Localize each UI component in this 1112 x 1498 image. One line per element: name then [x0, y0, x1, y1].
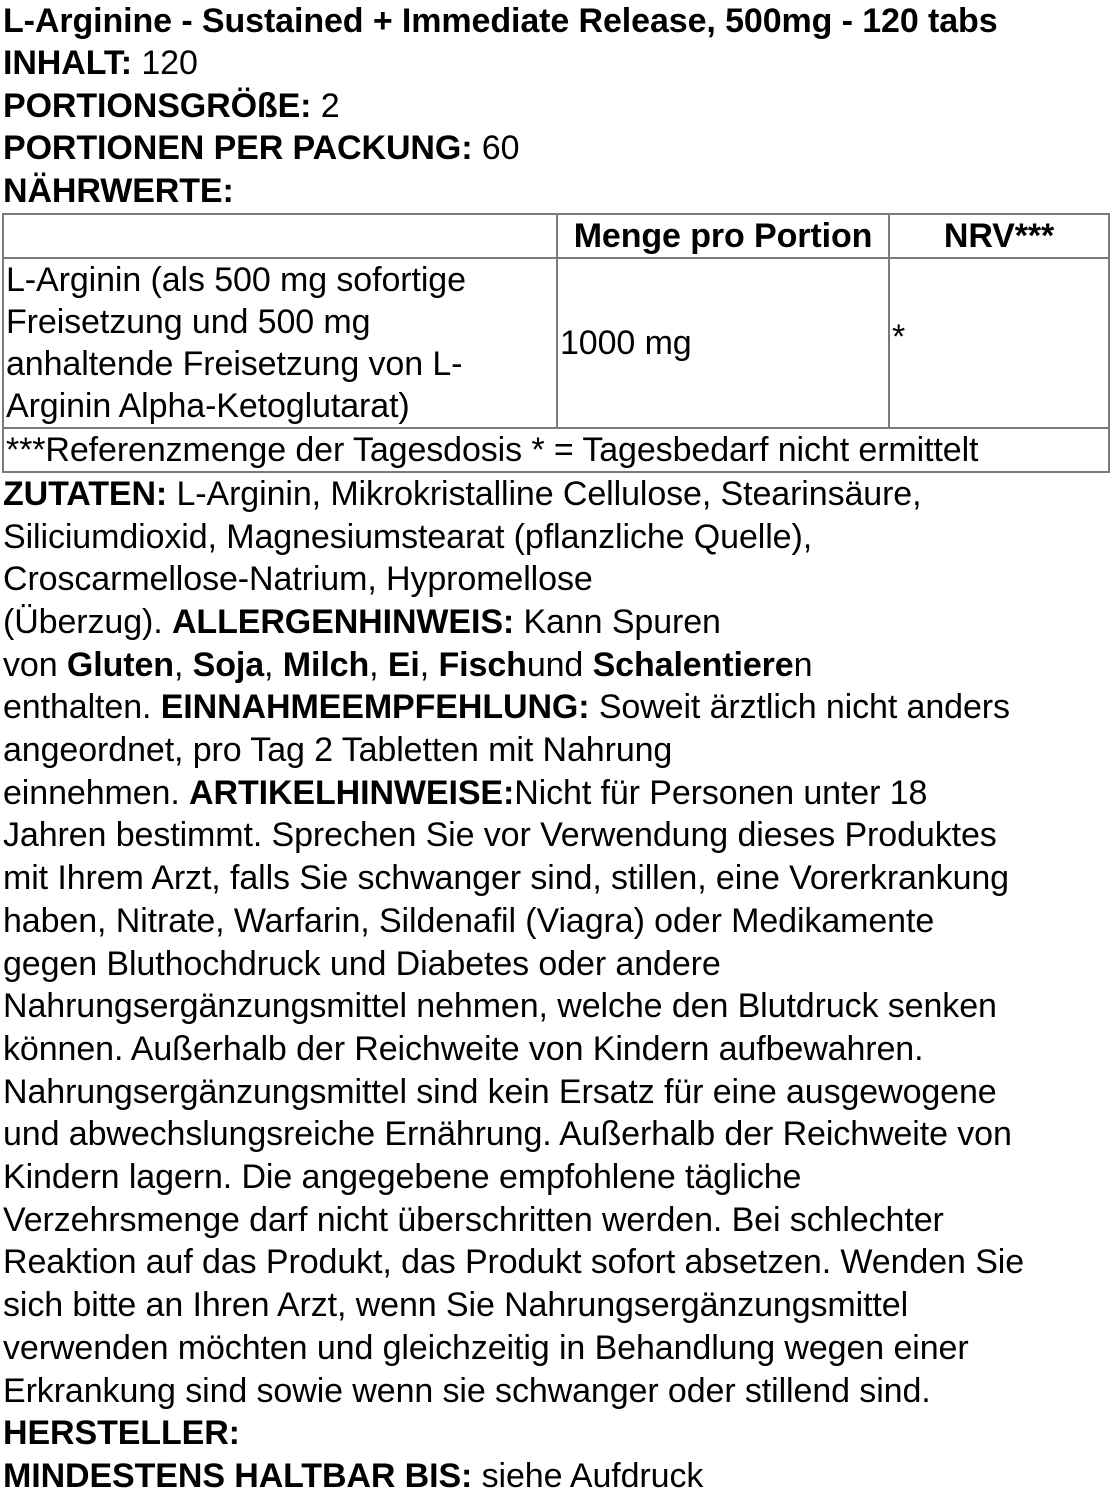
portionen-row — [3, 127, 1110, 170]
inhalt-value: 120 — [141, 44, 198, 82]
naehrwerte-heading: NÄHRWERTE: — [3, 172, 234, 211]
artikel-text-line: mit Ihrem Arzt, falls Sie schwanger sind, stillen, eine Vorerkrankung — [3, 859, 1009, 898]
allergen-soja: Soja — [192, 645, 265, 684]
ingredient-name-cell — [3, 258, 557, 428]
artikel-text-line: gegen Bluthochdruck und Diabetes oder andere — [3, 944, 721, 983]
ingredient-name-line: anhaltende Freisetzung von L- — [6, 344, 463, 383]
zutaten-label: ZUTATEN: — [3, 474, 168, 513]
portionsgroesse-label: PORTIONSGRÖßE: — [3, 86, 312, 125]
ingredient-name-line: Arginin Alpha-Ketoglutarat) — [6, 386, 410, 425]
allergen-gluten: Gluten — [66, 645, 174, 684]
table-header-menge: Menge pro Portion — [557, 214, 889, 258]
allergen-label: ALLERGENHINWEIS: — [171, 602, 515, 641]
artikel-text-line: Erkrankung sind sowie wenn sie schwanger oder stillend sind. — [3, 1371, 931, 1410]
ingredient-name-line: Freisetzung und 500 mg — [6, 302, 371, 341]
inhalt-label: INHALT: — [3, 44, 132, 82]
table-header-row — [3, 214, 1109, 258]
artikel-text-line: können. Außerhalb der Reichweite von Kindern aufbewahren. — [3, 1029, 924, 1068]
artikel-label: ARTIKELHINWEISE: — [189, 773, 515, 812]
artikel-text-line: Jahren bestimmt. Sprechen Sie vor Verwendung dieses Produktes — [3, 816, 997, 855]
portionen-label: PORTIONEN PER PACKUNG: — [3, 129, 473, 168]
portionsgroesse-row — [3, 85, 1110, 128]
haltbar-label: MINDESTENS HALTBAR BIS: — [3, 1456, 473, 1495]
table-header-nrv: NRV*** — [889, 214, 1109, 258]
artikel-text-line: Nahrungsergänzungsmittel sind kein Ersatz für eine ausgewogene — [3, 1072, 997, 1111]
zutaten-line-1: ZUTATEN: L-Arginin, Mikrokristalline Cellulose, Stearinsäure, — [3, 474, 922, 513]
ingredient-name-line: L-Arginin (als 500 mg sofortige — [6, 260, 466, 299]
hersteller-label: HERSTELLER: — [3, 1414, 240, 1453]
zutaten-line-3: Croscarmellose-Natrium, Hypromellose — [3, 560, 593, 599]
allergen-list-line: von Gluten, Soja, Milch, Ei, Fischund Schalentieren — [3, 645, 813, 684]
artikel-text-line: Nahrungsergänzungsmittel nehmen, welche den Blutdruck senken — [3, 987, 997, 1026]
portionsgroesse-value: 2 — [320, 86, 340, 125]
hersteller-row — [3, 1412, 1110, 1455]
artikel-text-line: und abwechslungsreiche Ernährung. Außerhalb der Reichweite von — [3, 1115, 1012, 1154]
artikel-text-line: Reaktion auf das Produkt, das Produkt sofort absetzen. Wenden Sie — [3, 1243, 1025, 1282]
table-footnote-row — [3, 428, 1109, 472]
einnahme-label: EINNAHMEEMPFEHLUNG: — [160, 688, 590, 727]
zutaten-line-2: Siliciumdioxid, Magnesiumstearat (pflanzliche Quelle), — [3, 517, 813, 556]
allergen-fisch: Fisch — [438, 645, 527, 684]
allergen-ei: Ei — [387, 645, 420, 684]
table-row — [3, 258, 1109, 428]
einnahme-line-2: angeordnet, pro Tag 2 Tabletten mit Nahrung — [3, 731, 673, 770]
artikel-text-line: haben, Nitrate, Warfarin, Sildenafil (Viagra) oder Medikamente — [3, 901, 935, 940]
table-footnote: ***Referenzmenge der Tagesdosis * = Tagesbedarf nicht ermittelt — [3, 428, 1109, 472]
zutaten-allergen-line: (Überzug). ALLERGENHINWEIS: Kann Spuren — [3, 602, 721, 641]
artikel-text-line: Kindern lagern. Die angegebene empfohlene tägliche — [3, 1158, 802, 1197]
allergen-schalentiere: Schalentiere — [592, 645, 794, 684]
haltbar-row — [3, 1455, 1110, 1498]
haltbar-value: siehe Aufdruck — [472, 1456, 704, 1495]
artikel-line-1: einnehmen. ARTIKELHINWEISE:Nicht für Personen unter 18 — [3, 773, 928, 812]
inhalt-row — [3, 42, 1110, 85]
einnahme-line-1: enthalten. EINNAHMEEMPFEHLUNG: Soweit ärztlich nicht anders — [3, 688, 1010, 727]
artikel-text-line: verwenden möchten und gleichzeitig in Behandlung wegen einer — [3, 1328, 969, 1367]
artikel-text-line: Verzehrsmenge darf nicht überschritten werden. Bei schlechter — [3, 1200, 944, 1239]
portionen-value: 60 — [481, 129, 520, 168]
product-title: L-Arginine - Sustained + Immediate Release, 500mg - 120 tabs — [3, 2, 998, 40]
allergen-milch: Milch — [282, 645, 370, 684]
artikel-text-line: sich bitte an Ihren Arzt, wenn Sie Nahrungsergänzungsmittel — [3, 1286, 909, 1325]
ingredient-amount-cell: 1000 mg — [557, 258, 889, 428]
ingredient-nrv-cell: * — [889, 258, 1109, 428]
nutrition-table — [2, 213, 1110, 473]
table-header-cell — [3, 214, 557, 258]
